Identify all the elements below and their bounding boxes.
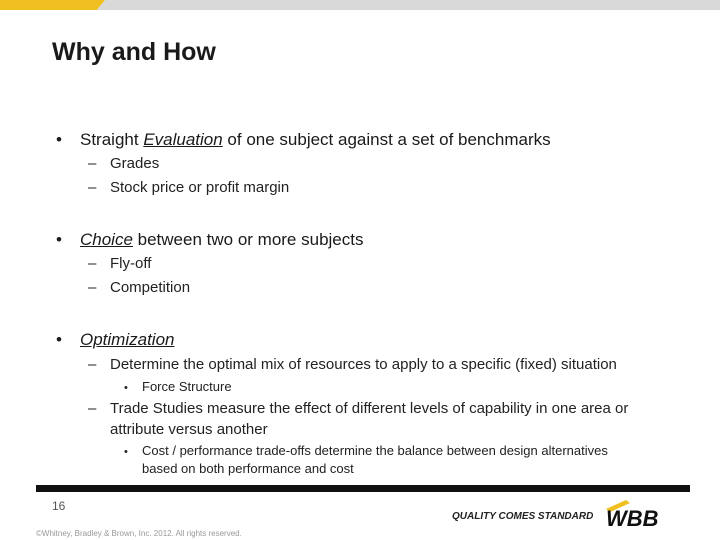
tagline: QUALITY COMES STANDARD bbox=[452, 511, 594, 522]
bullet-keyword: Evaluation bbox=[143, 130, 223, 149]
sub-sub-item bbox=[124, 443, 608, 458]
bullet-icon: • bbox=[124, 382, 128, 394]
copyright-notice: ©Whitney, Bradley & Brown, Inc. 2012. All rights reserved. bbox=[36, 529, 242, 538]
bullet-text: Straight bbox=[80, 130, 144, 149]
dash-icon: – bbox=[88, 356, 97, 373]
bullet-icon: • bbox=[124, 446, 128, 458]
bullet-icon: • bbox=[56, 130, 62, 149]
sub-item-text: Trade Studies measure the effect of different levels of capability in one area or bbox=[110, 400, 629, 417]
sub-item bbox=[88, 155, 159, 172]
sub-sub-item-text: Force Structure bbox=[142, 379, 232, 394]
sub-sub-item bbox=[124, 379, 232, 394]
dash-icon: – bbox=[88, 155, 97, 172]
bullet-keyword: Optimization bbox=[80, 330, 175, 349]
bullet-keyword: Choice bbox=[80, 230, 133, 249]
bullet-optimization bbox=[56, 330, 174, 350]
sub-item-text: Grades bbox=[110, 155, 160, 172]
sub-item bbox=[88, 400, 628, 417]
footer-bar bbox=[36, 485, 690, 492]
sub-item bbox=[88, 255, 151, 272]
top-accent-stripe bbox=[0, 0, 105, 10]
bullet-text: between two or more subjects bbox=[132, 230, 364, 249]
sub-item-continuation bbox=[110, 421, 268, 438]
dash-icon: – bbox=[88, 179, 97, 196]
sub-item-text: attribute versus another bbox=[110, 421, 268, 438]
wbb-logo bbox=[604, 500, 696, 533]
sub-item-text: Stock price or profit margin bbox=[110, 179, 290, 196]
slide-title: Why and How bbox=[52, 38, 216, 66]
page-number: 16 bbox=[52, 499, 66, 513]
top-band bbox=[0, 0, 720, 10]
logo-wordmark: WBB bbox=[606, 506, 659, 528]
sub-item bbox=[88, 279, 190, 296]
sub-item bbox=[88, 356, 617, 373]
dash-icon: – bbox=[88, 400, 97, 417]
dash-icon: – bbox=[88, 279, 97, 296]
bullet-choice bbox=[56, 230, 363, 250]
sub-item-text: Fly-off bbox=[110, 255, 152, 272]
sub-item-text: Competition bbox=[110, 279, 191, 296]
sub-sub-item-text: Cost / performance trade-offs determine the balance between design alternatives bbox=[142, 443, 608, 458]
bullet-icon: • bbox=[56, 330, 62, 349]
wbb-logo-icon bbox=[604, 500, 696, 528]
dash-icon: – bbox=[88, 255, 97, 272]
sub-item-text: Determine the optimal mix of resources to apply to a specific (fixed) situation bbox=[110, 356, 617, 373]
sub-sub-item-text: based on both performance and cost bbox=[142, 461, 354, 476]
bullet-text: of one subject against a set of benchmarks bbox=[222, 130, 551, 149]
bullet-icon: • bbox=[56, 230, 62, 249]
bullet-evaluation bbox=[56, 130, 551, 150]
sub-sub-item-continuation bbox=[142, 461, 354, 476]
sub-item bbox=[88, 179, 289, 196]
